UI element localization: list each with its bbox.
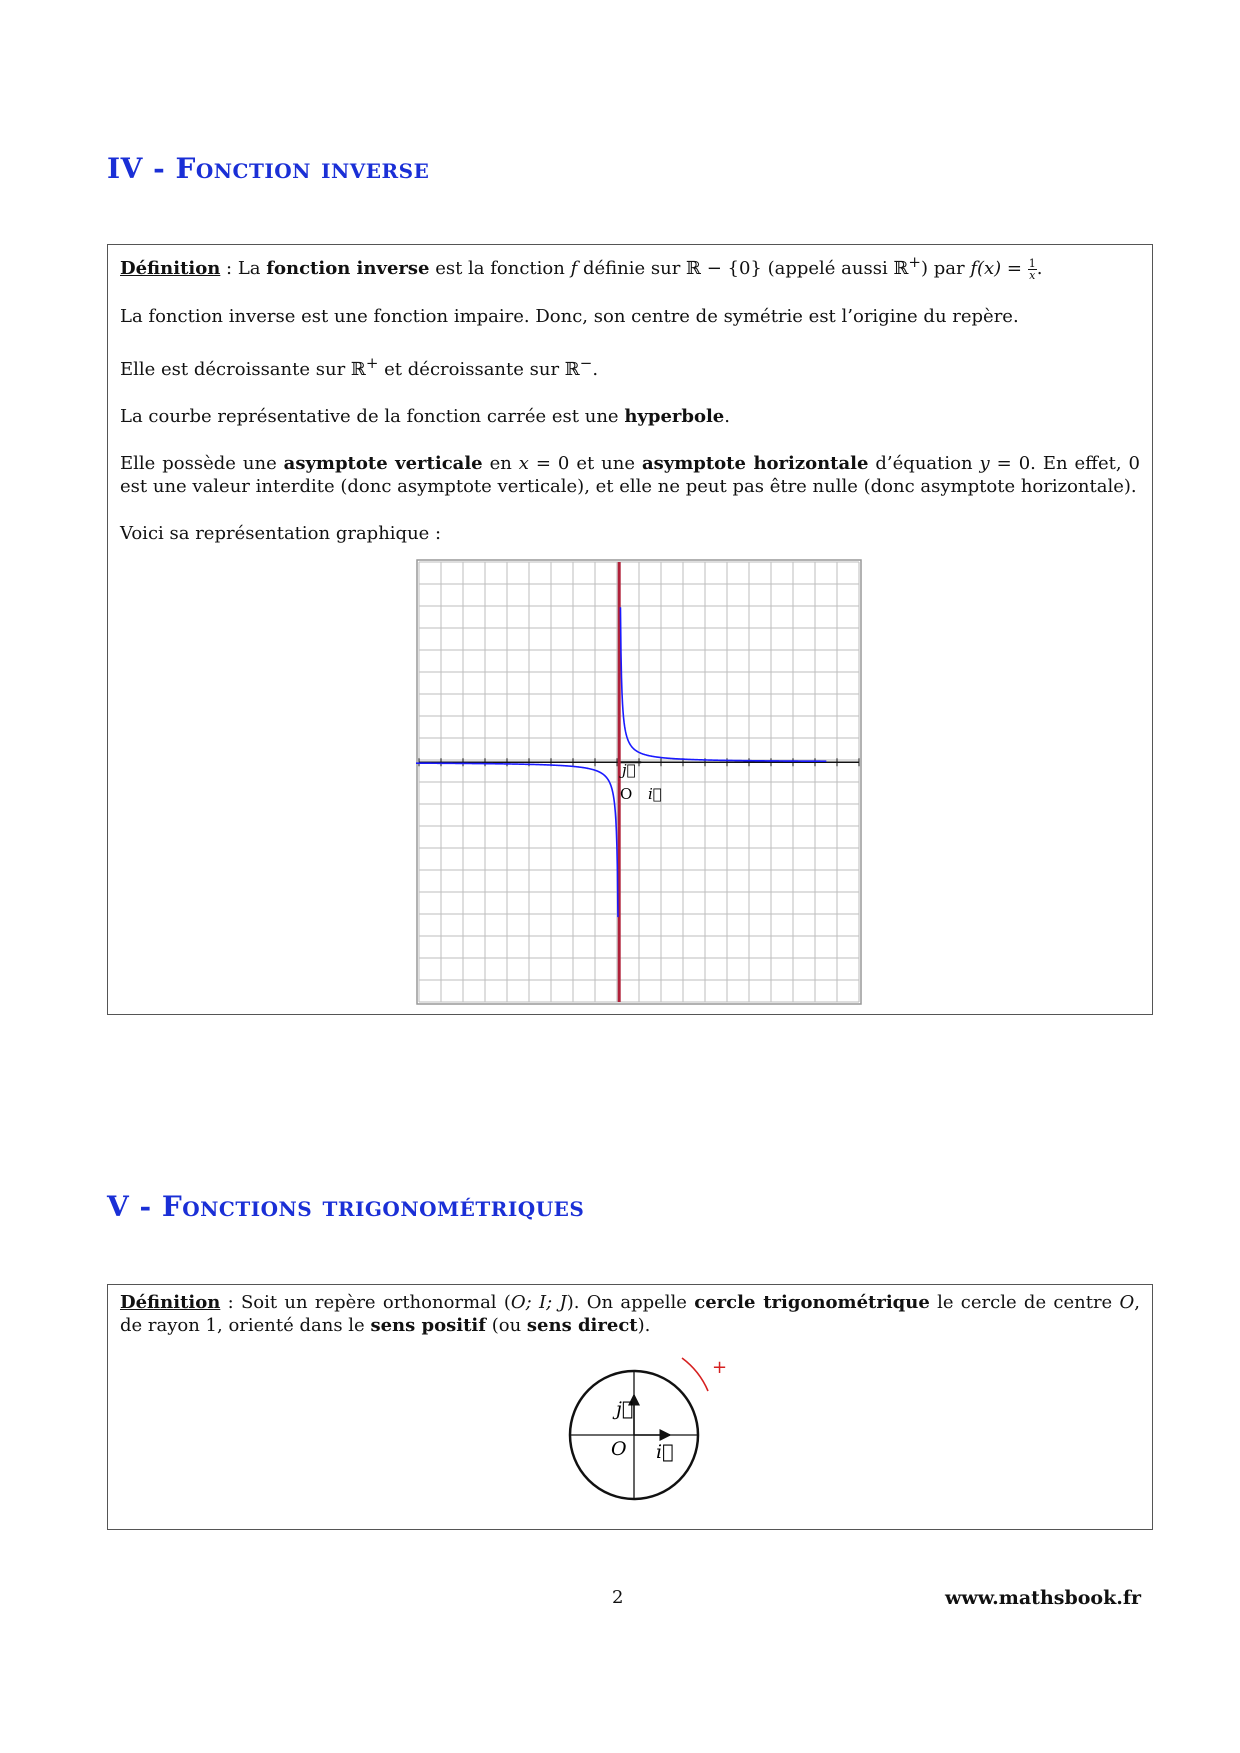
- page-number: 2: [612, 1587, 624, 1608]
- paragraph-impaire: La fonction inverse est une fonction impaire. Donc, son centre de symétrie est l’origine du repère.: [120, 305, 1019, 327]
- i-vector-label: i⃗: [656, 1441, 674, 1463]
- definition-label: Définition: [120, 1292, 221, 1313]
- keyword: hyperbole: [624, 405, 725, 427]
- graph-grid: [419, 562, 859, 1002]
- paragraph-asymptotes: Elle possède une asymptote verticale en x = 0 et une asymptote horizontale d’équation y = 0. En effet, 0 est une valeur interdite (donc asymptote verticale), et elle ne peut pas être nulle (donc asymptote horizontale).: [120, 452, 1140, 497]
- definition-paragraph: Définition : La fonction inverse est la fonction f définie sur ℝ − {0} (appelé aussi ℝ+) par f(x) = $\frac{1}{x}$ .: [120, 253, 1043, 282]
- paragraph-decroissante: Elle est décroissante sur ℝ+ et décroissante sur ℝ−.: [120, 353, 599, 380]
- site-url: www.mathsbook.fr: [945, 1587, 1142, 1609]
- section-title-fonction-inverse: [107, 152, 429, 185]
- keyword: cercle trigonométrique: [694, 1292, 930, 1313]
- paragraph-hyperbole: La courbe représentative de la fonction carrée est une hyperbole.: [120, 405, 730, 427]
- keyword: fonction inverse: [266, 258, 430, 279]
- keyword: asymptote verticale: [283, 452, 483, 474]
- positive-direction-arc: [682, 1358, 708, 1391]
- keyword: sens direct: [526, 1315, 638, 1336]
- definition-box-cercle-trigonometrique: [107, 1284, 1153, 1530]
- definition-label: Définition: [120, 258, 221, 279]
- section-number: IV -: [107, 152, 166, 185]
- definition-paragraph: Définition : Soit un repère orthonormal (O; I; J). On appelle cercle trigonométrique le cercle de centre O, de rayon 1, orienté dans le sens positif (ou sens direct).: [120, 1292, 1140, 1336]
- section-number: V -: [107, 1190, 152, 1223]
- fraction: $\frac{1}{x}$: [1028, 256, 1036, 282]
- origin-label: O: [611, 1438, 627, 1460]
- section-name: Fonction inverse: [175, 152, 430, 185]
- origin-label: O: [620, 784, 633, 803]
- trigonometric-circle-figure: [566, 1351, 736, 1501]
- keyword: asymptote horizontale: [641, 452, 869, 474]
- inverse-function-graph: [416, 559, 862, 1005]
- j-vector-label: j⃗: [616, 1398, 634, 1420]
- section-name: Fonctions trigonométriques: [161, 1190, 585, 1223]
- section-title-fonctions-trigonometriques: [107, 1190, 584, 1223]
- j-vector-label: j⃗: [622, 760, 636, 779]
- paragraph-representation: Voici sa représentation graphique :: [120, 522, 442, 544]
- keyword: sens positif: [370, 1315, 486, 1336]
- plus-sign: +: [712, 1357, 728, 1378]
- i-vector-label: i⃗: [648, 784, 662, 803]
- definition-box-fonction-inverse: [107, 244, 1153, 1015]
